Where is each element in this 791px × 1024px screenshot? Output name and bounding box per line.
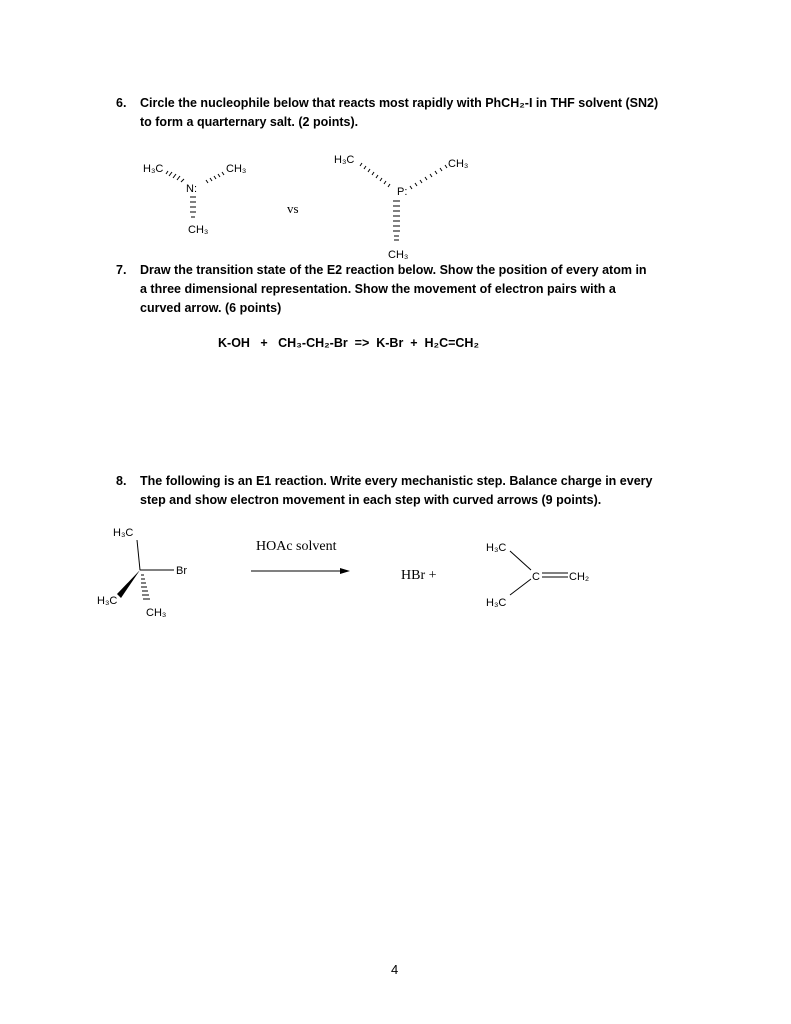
isobutylene-structure bbox=[486, 542, 589, 609]
amine-right-methyl: CH₃ bbox=[226, 163, 247, 175]
reaction-arrow-head bbox=[340, 568, 350, 574]
question-6-number: 6. bbox=[116, 96, 127, 110]
amine-nitrogen: N: bbox=[186, 183, 197, 195]
amine-left-methyl: H₃C bbox=[143, 163, 164, 175]
phosphine-left-methyl: H₃C bbox=[334, 154, 355, 166]
question-7-line-3: curved arrow. (6 points) bbox=[140, 301, 282, 315]
product-top-methyl: H₃C bbox=[486, 542, 507, 554]
wedge-bond bbox=[117, 570, 140, 598]
product-bottom-methyl: H₃C bbox=[486, 597, 507, 609]
hashed-bond-to-down-methyl bbox=[141, 575, 150, 599]
question-6-line-2: to form a quarternary salt. (2 points). bbox=[140, 115, 359, 129]
question-8-number: 8. bbox=[116, 474, 127, 488]
reactant-bromine: Br bbox=[176, 565, 187, 577]
bond-top-methyl bbox=[510, 551, 531, 570]
page-number: 4 bbox=[391, 962, 399, 977]
tert-butyl-bromide-structure bbox=[97, 527, 187, 619]
phosphine-down-methyl: CH₃ bbox=[388, 249, 409, 261]
product-methylene: CH₂ bbox=[569, 571, 590, 583]
question-8-line-1: The following is an E1 reaction. Write every mechanistic step. Balance charge in every bbox=[140, 474, 653, 488]
question-6-line-1: Circle the nucleophile below that reacts most rapidly with PhCH₂-I in THF solvent (SN2) bbox=[140, 96, 659, 110]
product-central-carbon: C bbox=[532, 571, 540, 583]
e2-reaction-equation: K-OH + CH₃-CH₂-Br => K-Br + H₂C=CH₂ bbox=[218, 336, 480, 350]
reactant-left-methyl: H₃C bbox=[97, 595, 118, 607]
phosphine-right-methyl: CH₃ bbox=[448, 158, 469, 170]
reactant-down-methyl: CH₃ bbox=[146, 607, 167, 619]
bond-to-top-methyl bbox=[137, 540, 140, 570]
question-7-line-1: Draw the transition state of the E2 reaction below. Show the position of every atom in bbox=[140, 263, 647, 277]
question-7-number: 7. bbox=[116, 263, 127, 277]
phosphine-phosphorus: P: bbox=[397, 186, 408, 198]
question-7-line-2: a three dimensional representation. Show the movement of electron pairs with a bbox=[140, 282, 616, 296]
reactant-top-methyl: H₃C bbox=[113, 527, 134, 539]
reaction-conditions: HOAc solvent bbox=[256, 539, 337, 554]
bond-bottom-methyl bbox=[510, 579, 531, 595]
versus-label: vs bbox=[287, 201, 299, 216]
question-8-line-2: step and show electron movement in each step with curved arrows (9 points). bbox=[140, 493, 602, 507]
amine-down-methyl: CH₃ bbox=[188, 224, 209, 236]
byproduct-hbr: HBr + bbox=[401, 568, 437, 583]
